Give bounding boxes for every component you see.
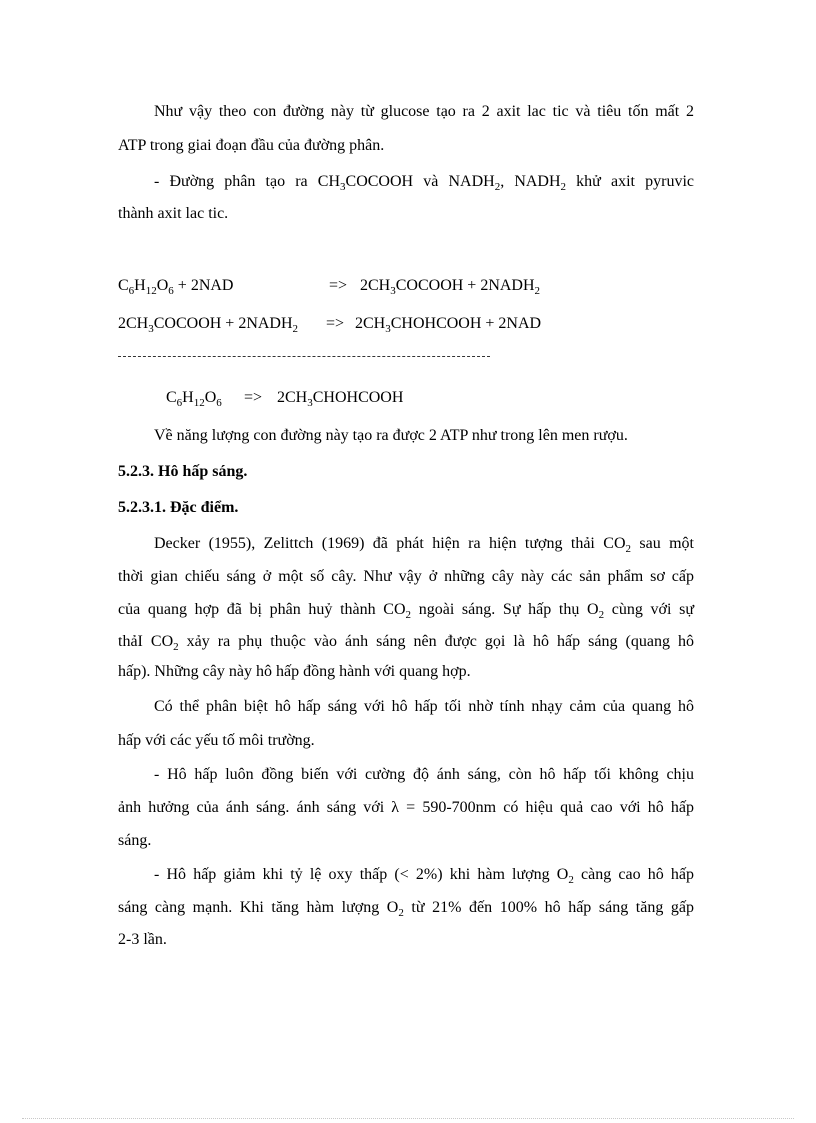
subscript: 2 <box>173 641 179 653</box>
text-run: cùng với sự <box>604 601 695 618</box>
word: từ <box>360 103 374 120</box>
paragraph-words <box>118 633 694 653</box>
paragraph-words: ảnh hưởng của ánh sáng. ánh sáng với λ = 590-700nm có hiệu quả cao với hô hấp <box>118 799 694 816</box>
paragraph-line <box>154 104 694 120</box>
paragraph-line <box>154 173 694 193</box>
text-run: càng cao hô hấp <box>573 866 694 883</box>
equation-arrow: => <box>329 277 348 294</box>
word: tạo <box>436 103 456 120</box>
text-run: của quang hợp đã bị phân huỷ thành CO <box>118 601 406 618</box>
subscript: 2 <box>598 609 605 621</box>
subscript: 3 <box>385 323 391 335</box>
equation-sum-divider <box>118 356 490 357</box>
paragraph-words <box>118 601 695 621</box>
word: ra <box>462 103 475 120</box>
subscript: 12 <box>145 285 157 297</box>
paragraph-line <box>118 601 695 621</box>
text-run: + 2NAD <box>173 277 234 294</box>
equation-left <box>118 315 299 335</box>
text-run: sáng càng mạnh. Khi tăng hàm lượng O <box>118 899 399 916</box>
subscript: 2 <box>625 543 631 555</box>
word: theo <box>218 103 247 120</box>
word: vậy <box>188 103 213 120</box>
paragraph-line <box>118 899 695 919</box>
subscript: 2 <box>405 609 412 621</box>
subscript: 2 <box>292 323 299 335</box>
subscript: 6 <box>128 285 135 297</box>
subsection-heading: 5.2.3.1. Đặc điểm. <box>118 499 239 516</box>
paragraph-words <box>154 104 694 120</box>
paragraph-words <box>154 173 694 193</box>
text-run: COCOOH + 2NADH <box>153 315 293 332</box>
word: lac <box>527 103 546 120</box>
subscript: 2 <box>398 907 404 919</box>
word: đường <box>283 103 325 120</box>
text-run: C <box>118 277 129 294</box>
section-heading: 5.2.3. Hô hấp sáng. <box>118 463 248 480</box>
equation-left <box>118 277 234 297</box>
text-run: 2CH <box>360 277 391 294</box>
subscript: 3 <box>340 181 346 193</box>
word: Như <box>154 103 183 120</box>
paragraph-words <box>118 899 695 919</box>
equation-right <box>360 277 541 297</box>
subscript: 12 <box>193 397 205 409</box>
paragraph-words: thời gian chiếu sáng ở một số cây. Như vậy ở những cây này các sản phẩm sơ cấp <box>118 568 694 585</box>
word: tic <box>552 103 569 120</box>
subscript: 2 <box>560 181 567 193</box>
paragraph-line: hấp với các yếu tố môi trường. <box>118 732 315 749</box>
page-bottom-border <box>22 1118 794 1119</box>
paragraph-words <box>154 535 694 555</box>
text-run: CHOHCOOH <box>312 389 404 406</box>
text-run: O <box>156 277 169 294</box>
word: 2 <box>685 103 694 120</box>
word: glucose <box>380 103 430 120</box>
text-run: xảy ra phụ thuộc vào ánh sáng nên được gọi là hô hấp sáng (quang hô <box>178 633 694 650</box>
paragraph-line: 2-3 lần. <box>118 931 167 948</box>
paragraph-line <box>118 633 694 653</box>
text-run: - Đường phân tạo ra CH <box>154 173 341 190</box>
text-run: COCOOH + 2NADH <box>395 277 535 294</box>
paragraph-line <box>118 800 694 816</box>
text-run: COCOOH và NADH <box>345 173 495 190</box>
text-run: sau một <box>631 535 694 552</box>
subscript: 2 <box>534 285 541 297</box>
text-run: H <box>134 277 146 294</box>
word: mất <box>655 103 680 120</box>
text-run: - Hô hấp giảm khi tỷ lệ oxy thấp (< 2%) khi hàm lượng O <box>154 866 569 883</box>
equation-left <box>166 389 222 409</box>
text-run: Decker (1955), Zelittch (1969) đã phát hiện ra hiện tượng thải CO <box>154 535 626 552</box>
paragraph-line: hấp). Những cây này hô hấp đồng hành với quang hợp. <box>118 663 471 680</box>
paragraph-line <box>154 535 694 555</box>
equation-arrow: => <box>244 389 263 406</box>
word: này <box>330 103 354 120</box>
text-run: từ 21% đến 100% hô hấp sáng tăng gấp <box>403 899 695 916</box>
equation-arrow: => <box>326 315 345 332</box>
text-run: 2CH <box>118 315 149 332</box>
subscript: 6 <box>216 397 222 409</box>
paragraph-words: - Hô hấp luôn đồng biến với cường độ ánh sáng, còn hô hấp tối không chịu <box>154 766 694 783</box>
paragraph-line: Về năng lượng con đường này tạo ra được 2 ATP như trong lên men rượu. <box>154 427 628 444</box>
text-run: CHOHCOOH + 2NAD <box>390 315 542 332</box>
paragraph-line: thành axit lac tic. <box>118 205 229 222</box>
paragraph-line: sáng. <box>118 832 152 849</box>
paragraph-line <box>154 699 694 715</box>
subscript: 6 <box>176 397 183 409</box>
subscript: 2 <box>494 181 501 193</box>
subscript: 3 <box>307 397 313 409</box>
word: và <box>575 103 591 120</box>
text-run: 2CH <box>277 389 308 406</box>
equation-right <box>355 315 542 335</box>
subscript: 2 <box>568 874 574 886</box>
paragraph-line: ATP trong giai đoạn đầu của đường phân. <box>118 137 385 154</box>
word: tiêu <box>597 103 622 120</box>
paragraph-line <box>118 569 694 585</box>
text-run: khử axit pyruvic <box>566 173 694 190</box>
text-run: 2CH <box>355 315 386 332</box>
paragraph-line <box>154 767 694 783</box>
paragraph-words <box>154 866 694 886</box>
word: 2 <box>481 103 490 120</box>
paragraph-line <box>154 866 694 886</box>
word: con <box>253 103 277 120</box>
subscript: 3 <box>148 323 154 335</box>
subscript: 6 <box>168 285 174 297</box>
word: tốn <box>628 103 649 120</box>
text-run: H <box>182 389 194 406</box>
text-run: ngoài sáng. Sự hấp thụ O <box>411 601 599 618</box>
text-run: thảI CO <box>118 633 174 650</box>
text-run: O <box>204 389 217 406</box>
word: axit <box>496 103 521 120</box>
text-run: C <box>166 389 177 406</box>
text-run: , NADH <box>500 173 561 190</box>
equation-right <box>277 389 404 409</box>
paragraph-words: Có thể phân biệt hô hấp sáng với hô hấp tối nhờ tính nhạy cảm của quang hô <box>154 698 694 715</box>
subscript: 3 <box>390 285 396 297</box>
